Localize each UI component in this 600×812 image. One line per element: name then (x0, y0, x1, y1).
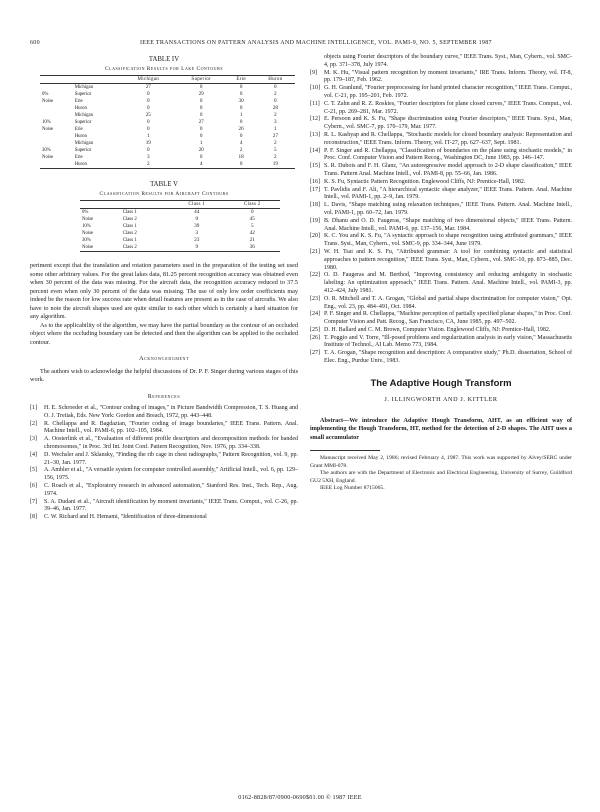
table-cell: 0 (199, 98, 203, 104)
table-cell: 1 (274, 126, 277, 132)
reference-text: B. Dhanu and O. D. Faugeras, "Shape matching of two dimensional objects," IEEE Trans. Pattern. Anal. Machine Intell., vol. PAMI-6, pp. 137–156, Mar. 1984. (324, 217, 572, 232)
body-text (30, 262, 298, 347)
reference-text: E. Persoon and K. S. Fu, "Shape discrimination using Fourier descriptors," IEEE Trans. Syst., Man, Cybern., vol. SMC-7, pp. 170–179, Mar. 1977. (324, 116, 572, 131)
table-cell: 42 (249, 230, 255, 236)
reference-entry (310, 163, 572, 179)
reference-number: [3] (30, 436, 37, 443)
article-title: The Adaptive Hough Transform (370, 377, 512, 389)
reference-entry (30, 421, 298, 437)
reference-number: [13] (310, 131, 320, 138)
table-row (80, 223, 280, 230)
table4-column-header: Superior (176, 76, 227, 84)
table-cell: 2 (274, 91, 277, 97)
table-cell: 0 (239, 91, 243, 97)
table-cell: Class 1 (122, 224, 137, 229)
table-cell: 27 (145, 84, 151, 90)
reference-text: M. K. Hu, "Visual pattern recognition by moment invariants," IRE Trans. Inform. Theory, vol. IT-8, pp. 179–187, Feb. 1962. (324, 69, 572, 84)
table-cell: 39 (194, 223, 200, 229)
reference-text: O. R. Mitchell and T. A. Grogan, "Global and partial shape discrimination for computer vision," Opt. Eng., vol. 23, pp. 484–491, Oct. 1984. (324, 295, 572, 310)
table-cell: 1 (239, 112, 243, 118)
table-cell: Class 2 (122, 231, 137, 236)
table5-column-header: Class 1 (169, 201, 224, 209)
table4-body (40, 84, 295, 169)
table-cell: 19 (145, 140, 151, 146)
table-cell: 0 (274, 98, 277, 104)
reference-entry (30, 405, 298, 421)
table-row (40, 140, 295, 147)
reference-number: [18] (310, 202, 320, 209)
table-cell: Noise (42, 155, 54, 160)
reference-text: G. H. Granlund, "Fourier preprocessing for hand printed character recognition," IEEE Trans. Comput., vol. C-21, pp. 195–201, Feb. 1972. (324, 85, 572, 99)
references-list-left (30, 405, 298, 522)
acknowledgment-heading: Acknowledgment (138, 355, 190, 362)
reference-text: S. A. Dudani et al., "Aircraft identification by moment invariants," IEEE Trans. Comput., vol. C-26, pp. 39–46, Jan. 1977. (44, 498, 298, 513)
reference-entry (310, 218, 572, 234)
reference-text: T. A. Grogan, "Shape recognition and description: A comparative study," Ph.D. dissertation, School of Elec. Eng., Purdue Univ., 1983. (324, 350, 572, 365)
reference-entry (310, 132, 572, 148)
table-row (80, 209, 280, 217)
table5-body (80, 209, 280, 252)
table-cell: 0 (147, 91, 150, 97)
table-cell: 2 (121, 161, 176, 169)
table-cell: Huron (73, 161, 121, 169)
reference-entry (310, 296, 572, 312)
reference-number: [10] (310, 85, 320, 92)
table4-title: TABLE IV (148, 56, 180, 63)
reference-entry (310, 70, 572, 86)
table-cell: 10% (42, 120, 51, 125)
table-cell (40, 133, 73, 140)
table-cell: 0 (147, 105, 150, 111)
reference-text: L. Davis, "Shape matching using relaxation techniques," IEEE Trans. Pattern. Anal. Machine Intell., vol. PAMI-1, pp. 60–72, Jan. 1979. (324, 202, 572, 216)
table-cell: Erie (74, 99, 83, 104)
table4-column-header (40, 76, 73, 84)
table-cell: Noise (82, 217, 94, 222)
table-cell: Class 1 (122, 238, 137, 243)
table-row (40, 133, 295, 140)
table-row (80, 216, 280, 223)
reference-number: [20] (310, 233, 320, 240)
reference-number: [5] (30, 467, 37, 474)
table4-column-header: Michigan (121, 76, 176, 84)
reference-text: O. D. Faugeras and M. Berthod, "Improving consistency and reducing ambiguity in stochastic labeling: An optimization approach," IEEE Trans. Pattern. Anal. Machine Intell., vol. PAMI-3, pp. 412–424, July 1981. (324, 272, 572, 294)
table-cell: 2 (274, 112, 277, 118)
footnote: IEEE Log Number 8715065. (320, 485, 385, 491)
table-cell: 0 (274, 84, 277, 90)
table-cell: Class 1 (122, 210, 137, 215)
table-cell: 5 (250, 223, 254, 229)
table-row (40, 84, 295, 92)
table5-subtitle: Classification Results for Aircraft Contours (99, 190, 229, 197)
reference-number: [26] (310, 334, 320, 341)
table-cell: 2 (239, 147, 243, 153)
table-cell: 0 (250, 209, 254, 215)
table-cell: 0 (147, 147, 150, 153)
footnote: Manuscript received May 2, 1986; revised February 4, 1987. This work was supported by Alvey/SERC under Grant MMI-078. (310, 455, 572, 469)
table4-subtitle: Classification Results for Lake Contours (105, 65, 223, 72)
reference-entry (310, 179, 572, 187)
table-cell: 0% (82, 210, 89, 215)
reference-number: [4] (30, 451, 37, 458)
table-cell: 0 (195, 216, 199, 222)
reference-text: T. Pavlidis and F. Ali, "A hierarchical syntactic shape analyzer," IEEE Trans. Pattern. Anal. Machine Intell., vol. PAMI-1, pp. 2–9, Jan. 1979. (324, 186, 572, 201)
table-cell: 0 (199, 112, 203, 118)
table-cell: Class 2 (121, 244, 169, 252)
table-cell: Michigan (74, 141, 94, 146)
table-cell (40, 105, 73, 112)
table-cell: 26 (238, 126, 244, 132)
table-cell: 0 (147, 126, 150, 132)
table-row (40, 91, 295, 98)
reference-text: D. H. Ballard and C. M. Brown, Computer Vision. Englewood Cliffs, NJ: Prentice-Hall, 1982. (324, 326, 551, 333)
reference-continuation: objects using Fourier descriptors of the boundary curve," IEEE Trans. Syst., Man, Cybern., vol. SMC-4, pp. 371–378, July 1974. (324, 54, 572, 68)
reference-entry (310, 148, 572, 164)
table-cell: 2 (274, 154, 277, 160)
table-cell: Noise (42, 127, 54, 132)
reference-number: [16] (310, 178, 320, 185)
reference-text: W. H. Tsai and K. S. Fu, "Attributed grammar: A tool for combining syntactic and statistical approaches to pattern recognition," IEEE Trans. Syst., Man, Cybern., vol. SMC-10, pp. 873–885, Dec. 1980. (324, 248, 572, 271)
table-cell: 20 (198, 147, 204, 153)
table-cell: 0 (239, 105, 243, 111)
table-cell: Noise (82, 231, 94, 236)
table-cell: 29 (198, 91, 204, 97)
reference-number: [17] (310, 186, 320, 193)
table-cell: 0 (199, 154, 203, 160)
table-cell: Superior (74, 92, 92, 97)
copyright-footer: 0162-8828/87/0900-0690$01.00 © 1987 IEEE (238, 794, 362, 801)
reference-entry (310, 233, 572, 249)
reference-number: [12] (310, 116, 320, 123)
body-paragraph: periment except that the translation and rotation parameters used in the preparation of the testing set used some other arbitrary values. For the great lakes data, 81.25 percent recognition accuracy was obtained even when 30 percent of the data was missing. For the aircraft data, the recognition accuracy reduced to 37.5 percent even when only 30 percent of the data was missing. The use of only low order coefficients may indeed be the reason for low success rate when detail features are present as in the case of aircrafts. We also have to note the aircraft shapes used are quite similar to each other which is certainly a hard situation for any algorithm. (30, 262, 298, 320)
reference-number: [27] (310, 350, 320, 357)
table-cell: Erie (74, 155, 83, 160)
reference-entry (310, 335, 572, 351)
reference-entry (310, 350, 572, 366)
table-row (40, 161, 295, 169)
table-cell: 0% (42, 92, 49, 97)
table4-column-header: Erie (227, 76, 256, 84)
reference-text: K. C. You and K. S. Fu, "A syntactic approach to shape recognition using attributed grammars," IEEE Trans. Syst., Man, Cybern., vol. SMC-9, pp. 334–344, June 1979. (324, 233, 572, 248)
reference-text: A. Oosterlink et al., "Evaluation of different profile descriptors and decomposition methods for banded chromosomes," in Proc. 3rd Int. Joint Conf. Pattern Recognition, Nov. 1976, pp. 334–338. (44, 436, 298, 450)
table5-column-header (121, 201, 169, 209)
reference-text: S. R. Dubois and F. H. Glanz, "An autoregressive model approach to 2-D shape classification," IEEE Trans. Pattern Anal. Machine Intell., vol. PAMI-8, pp. 55–66, Jan. 1986. (324, 163, 572, 177)
table-cell: 0 (199, 84, 203, 90)
table-row (40, 112, 295, 119)
reference-text: T. Poggio and V. Torre, "Ill-posed problems and regularization analysis in early vision," Massachusetts Institute of Technol., AI Lab. Memo 773, 1984. (324, 334, 572, 349)
table-row (40, 98, 295, 105)
reference-number: [19] (310, 217, 320, 224)
table5-column-header: Class 2 (225, 201, 281, 209)
table-cell: Huron (74, 134, 87, 139)
table-cell: 1 (147, 133, 150, 139)
reference-number: [21] (310, 248, 320, 255)
footnote: The authors are with the Department of Electronic and Electrical Engineering, University of Surrey, Guildford GU2 5XH, England. (310, 470, 572, 484)
table-cell: 27 (272, 133, 278, 139)
table5-header-row (80, 201, 280, 209)
reference-number: [22] (310, 272, 320, 279)
table-cell: Erie (74, 127, 83, 132)
reference-entry (310, 327, 572, 335)
table-cell (40, 84, 73, 92)
right-column (310, 54, 572, 492)
table-cell: 3 (195, 230, 199, 236)
table5 (80, 200, 280, 252)
reference-text: P. F. Singer and R. Chellappa, "Classification of boundaries on the plane using stochastic models," in Proc. Conf. Computer Vision and Pattern Recog., Washington DC, June 1983, pp. 146–147. (324, 147, 572, 162)
reference-text: C. T. Zahn and R. Z. Roskies, "Fourier descriptors for plane closed curves," IEEE Trans. Comput., vol. C-21, pp. 269–281, Mar. 1972. (324, 100, 572, 115)
table-cell: 0 (239, 119, 243, 125)
table-row (40, 105, 295, 112)
reference-number: [24] (310, 311, 320, 318)
table-cell: 0 (199, 126, 203, 132)
acknowledgment-text: The authors wish to acknowledge the helpful discussions of Dr. P. F. Singer during various stages of this work. (30, 367, 298, 383)
table-cell: Superior (74, 120, 92, 125)
reference-number: [2] (30, 420, 37, 427)
table-cell: 4 (176, 161, 227, 169)
table-row (40, 119, 295, 126)
table-cell: 44 (194, 209, 200, 215)
table-cell: 0 (147, 119, 150, 125)
table-cell: 30 (238, 98, 244, 104)
reference-text: C. Roach et al., "Exploratory research in advanced automation," Stanford Res. Inst., Tech. Rep., Aug. 1974. (44, 482, 298, 497)
table-row (80, 237, 280, 244)
table-cell: 30% (42, 148, 51, 153)
table-cell: 0 (199, 133, 203, 139)
table-cell: 36 (225, 244, 281, 252)
table-cell: 0 (239, 133, 243, 139)
table-cell: Noise (42, 99, 54, 104)
reference-entry (310, 272, 572, 295)
reference-number: [25] (310, 326, 320, 333)
references-heading: References (147, 393, 181, 400)
reference-text: D. Wechsler and J. Sklansky, "Finding the rib cage in chest radiographs," Pattern Recognition, vol. 9, pp. 21–30, Jan. 1977. (44, 451, 298, 466)
reference-entry (30, 499, 298, 515)
table4-header-row (40, 76, 295, 84)
table-cell: 27 (198, 119, 204, 125)
reference-entry (310, 116, 572, 132)
table-cell: 45 (249, 216, 255, 222)
footnote-rule (310, 450, 380, 451)
table-cell: Noise (80, 244, 121, 252)
reference-entry (310, 187, 572, 203)
reference-entry (310, 311, 572, 327)
table-cell: Class 2 (122, 217, 137, 222)
table-cell: 5 (274, 147, 277, 153)
article-abstract: Abstract—We introduce the Adaptive Hough Transform, AHT, as an efficient way of implementing the Hough Transform, HT, method for the detection of 2-D shapes. The AHT uses a small accumulator (310, 416, 572, 441)
table-cell: 25 (145, 112, 151, 118)
table-cell: 28 (272, 105, 278, 111)
reference-text: K. S. Fu, Syntactic Pattern Recognition. Englewood Cliffs, NJ: Prentice-Hall, 1982. (324, 178, 526, 185)
table-cell: 21 (249, 237, 255, 243)
table-row (80, 230, 280, 237)
table-cell: 0 (199, 105, 203, 111)
table-cell: 0 (147, 98, 150, 104)
body-paragraph: As to the applicability of the algorithm, we may have the partial boundary as the contour of an occluded object where the occluding boundary can be detected and then the algorithm can be applied to the occluded contour. (30, 321, 298, 346)
table-cell: 1 (199, 140, 203, 146)
reference-number: [11] (310, 100, 320, 107)
reference-text: H. E. Schroeder et al., "Contour coding of images," in Picture Bandwidth Compression, T. S. Huang and O. J. Tretiak, Eds. New York: Gordon and Breach, 1972, pp. 443–448. (44, 405, 298, 419)
left-column (30, 54, 298, 522)
reference-number: [14] (310, 147, 320, 154)
table4 (40, 75, 295, 169)
table-cell: 0 (239, 84, 243, 90)
table-cell: Huron (74, 106, 87, 111)
reference-entry (30, 436, 298, 452)
table-row (40, 154, 295, 161)
reference-number: [23] (310, 295, 320, 302)
table4-column-header: Huron (256, 76, 295, 84)
reference-text: P. F. Singer and R. Chellappa, "Machine perception of partially specified planar shapes," in Proc. Conf. Computer Vision and Patt. Recog., San Francisco, CA, June 1985, pp. 497–502. (324, 311, 572, 326)
table-cell: Michigan (74, 113, 94, 118)
table-cell: 18 (238, 154, 244, 160)
table-cell (40, 112, 73, 119)
reference-number: [8] (30, 514, 37, 521)
reference-entry (310, 249, 572, 272)
table-cell: Superior (74, 148, 92, 153)
table-cell: 2 (274, 140, 277, 146)
reference-text: R. L. Kashyap and R. Chellappa, "Stochastic models for closed boundary analysis: Representation and reconstruction," IEEE Trans. Inform. Theory, vol. IT-27, pp. 627–637, Sept. 1981. (324, 131, 572, 146)
reference-text: R. Chellappa and R. Bagdazian, "Fourier coding of image boundaries," IEEE Trans. Pattern. Anal. Machine Intell., vol. PAMI-6, pp. 102–105, 1984. (44, 420, 298, 435)
reference-entry (310, 101, 572, 117)
table-row (80, 244, 280, 252)
table-cell: 30% (82, 238, 91, 243)
table4-column-header (73, 76, 121, 84)
table-cell: 3 (274, 119, 277, 125)
reference-entry (30, 514, 298, 522)
table-cell: 4 (239, 140, 243, 146)
article-authors: J. ILLINGWORTH AND J. KITTLER (384, 396, 498, 404)
table-cell (40, 161, 73, 169)
reference-entry (30, 467, 298, 483)
reference-number: [7] (30, 498, 37, 505)
table-cell (40, 140, 73, 147)
reference-text: A. Ambler et al., "A versatile system for computer controlled assembly," Artificial Intell., vol. 6, pp. 129–156, 1975. (44, 467, 298, 482)
reference-entry (310, 202, 572, 218)
reference-number: [15] (310, 163, 320, 170)
table-cell: 19 (256, 161, 295, 169)
table-row (40, 147, 295, 154)
table-cell: 9 (169, 244, 224, 252)
table-row (40, 126, 295, 133)
table-cell: 3 (147, 154, 150, 160)
table-cell: 23 (194, 237, 200, 243)
references-list-right (310, 70, 572, 366)
table5-column-header (80, 201, 121, 209)
reference-entry (310, 85, 572, 101)
reference-entry (30, 483, 298, 499)
reference-number: [6] (30, 482, 37, 489)
reference-entry (30, 452, 298, 468)
table-cell: Michigan (74, 85, 94, 90)
reference-text: C. W. Richard and H. Hemami, "Identification of three-dimensional (44, 514, 207, 521)
table-cell: 0 (227, 161, 256, 169)
reference-number: [1] (30, 405, 37, 411)
table-cell: 10% (82, 224, 91, 229)
running-title: IEEE TRANSACTIONS ON PATTERN ANALYSIS AND MACHINE INTELLIGENCE, VOL. PAMI-9, NO. 5, SEPTEMBER 1987 (140, 40, 492, 46)
table5-title: TABLE V (150, 181, 178, 188)
reference-number: [9] (310, 69, 317, 76)
page-number: 600 (30, 40, 40, 46)
